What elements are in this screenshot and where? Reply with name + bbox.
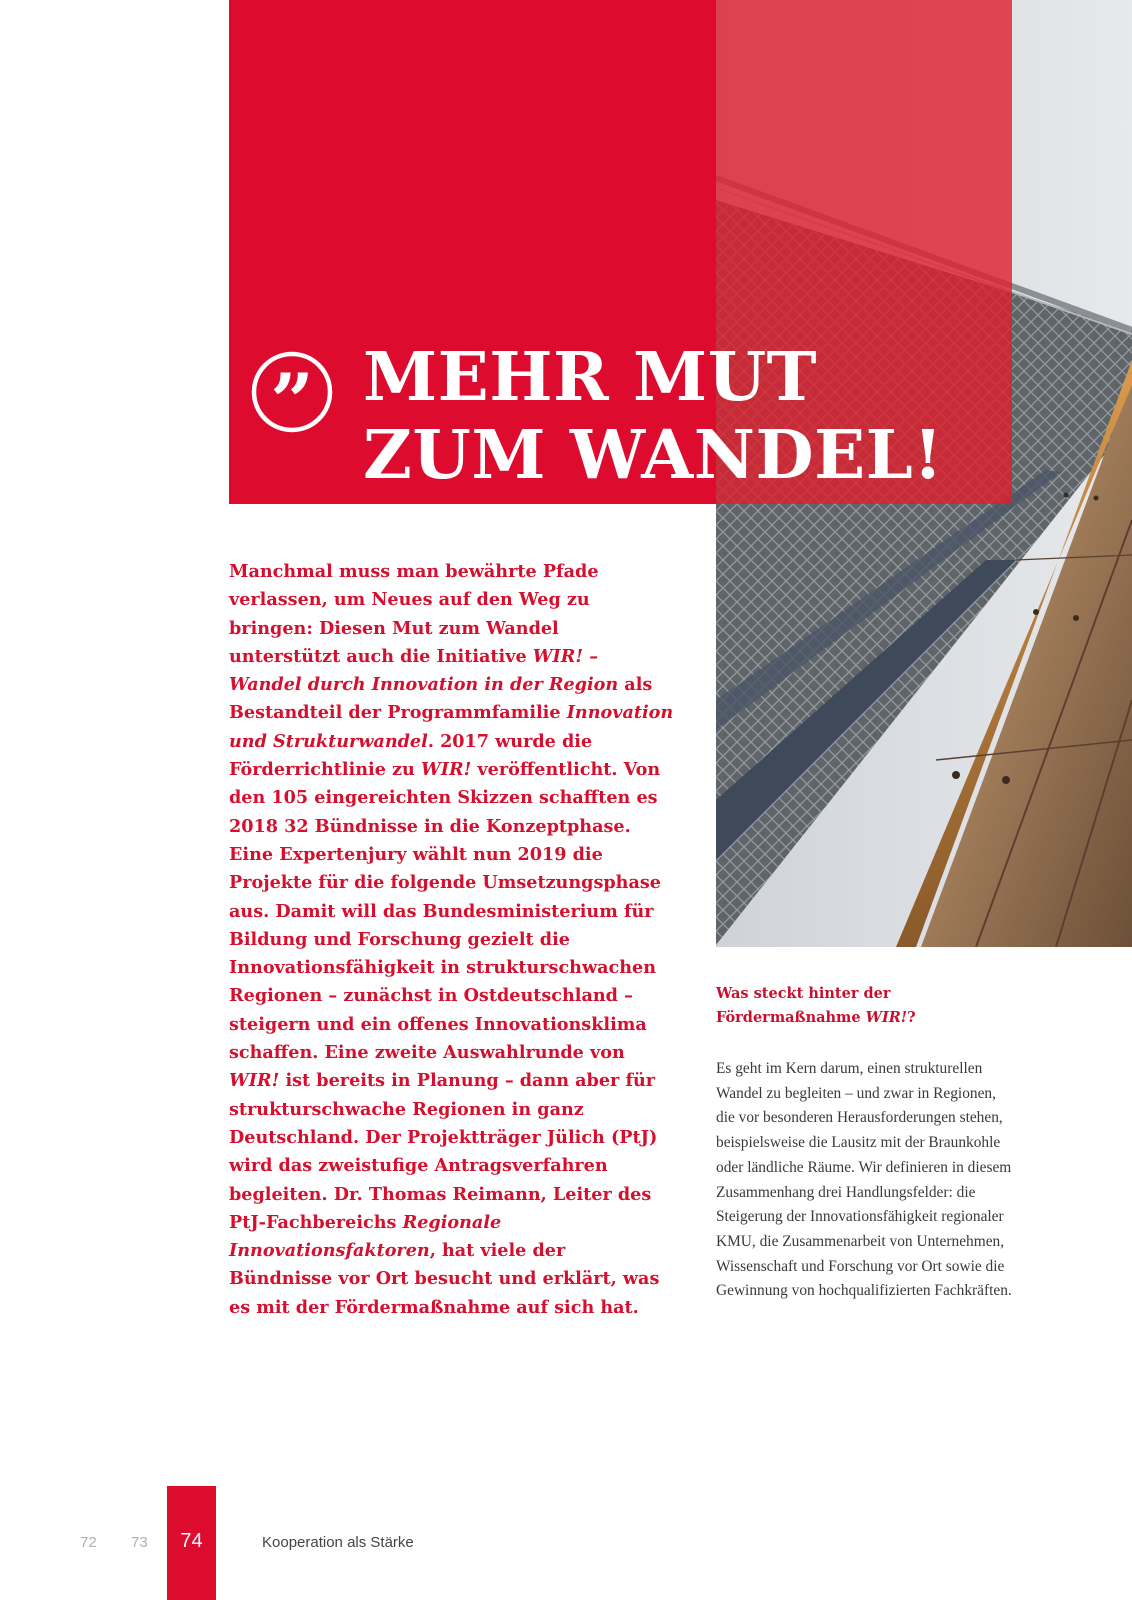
intro-emphasis: WIR! – Wandel durch Innovation in der Region	[229, 645, 619, 696]
svg-text:”: ”	[270, 357, 314, 434]
page-number-prev2[interactable]: 72	[80, 1534, 97, 1551]
sidebar-question-line-2: Fördermaßnahme	[716, 1009, 866, 1026]
intro-text: . 2017 wurde die Förderrichtlinie zu	[229, 730, 593, 781]
current-page-marker	[167, 1486, 216, 1600]
sidebar-question	[716, 982, 1016, 1030]
page-number-prev1[interactable]: 73	[131, 1534, 148, 1551]
intro-text: Manchmal muss man bewährte Pfade verlassen, um Neues auf den Weg zu bringen: Diesen Mut zum Wandel unterstützt auch die Initiative	[229, 561, 599, 667]
intro-paragraph	[229, 558, 674, 1322]
intro-emphasis: WIR!	[420, 759, 472, 781]
sidebar-question-italic: WIR!	[865, 1009, 908, 1026]
sidebar-answer: Es geht im Kern darum, einen strukturellen Wandel zu begleiten – und zwar in Regionen, die vor besonderen Herausforderungen stehen, beispielsweise die Lausitz mit der Braunkohle oder ländliche Räume. Wir definieren in diesem Zusammenhang drei Handlungsfelder: die Steigerung der Innovationsfähigkeit regionaler KMU, die Zusammenarbeit von Unternehmen, Wissenschaft und Forschung vor Ort sowie die Gewinnung von hochqualifizierten Fachkräften.	[716, 1060, 1012, 1300]
sidebar-question-end: ?	[907, 1009, 916, 1026]
headline-line-2: ZUM WANDEL!	[363, 415, 944, 494]
intro-text: als Bestandteil der Programmfamilie	[229, 674, 653, 724]
intro-emphasis: WIR!	[229, 1070, 280, 1092]
headline-line-1: MEHR MUT	[363, 337, 817, 416]
quotation-mark-icon	[250, 350, 334, 434]
intro-emphasis: Innovation und Strukturwandel	[229, 702, 674, 752]
intro-emphasis: Regionale Innovationsfaktoren	[229, 1211, 502, 1262]
page-number-current: 74	[180, 1530, 203, 1552]
intro-text: , hat viele der Bündnisse vor Ort besucht und erklärt, was es mit der Fördermaßnahme auf sich hat.	[229, 1240, 660, 1318]
page-footer	[0, 1486, 1132, 1600]
section-title: Kooperation als Stärke	[262, 1534, 414, 1551]
intro-text: veröffentlicht. Von den 105 eingereichten Skizzen schafften es 2018 32 Bündnisse in die Konzeptphase. Eine Expertenjury wählt nun 2019 die Projekte für die folgende Umsetzungsphase aus. Damit will das Bundesministerium für Bildung und Forschung gezielt die Innovationsfähigkeit in strukturschwachen Regionen – zunächst in Ostdeutschland – steigern und ein offenes Innovationsklima schaffen. Eine zweite Auswahlrunde von	[229, 759, 661, 1064]
sidebar-question-line-1: Was steckt hinter der	[716, 985, 891, 1002]
intro-text: ist bereits in Planung – dann aber für strukturschwache Regionen in ganz Deutschland. Der Projektträger Jülich (PtJ) wird das zweistufige Antragsverfahren begleiten. Dr. Thomas Reimann, Leiter des PtJ-Fachbereichs	[229, 1070, 658, 1233]
page-headline	[363, 338, 943, 494]
